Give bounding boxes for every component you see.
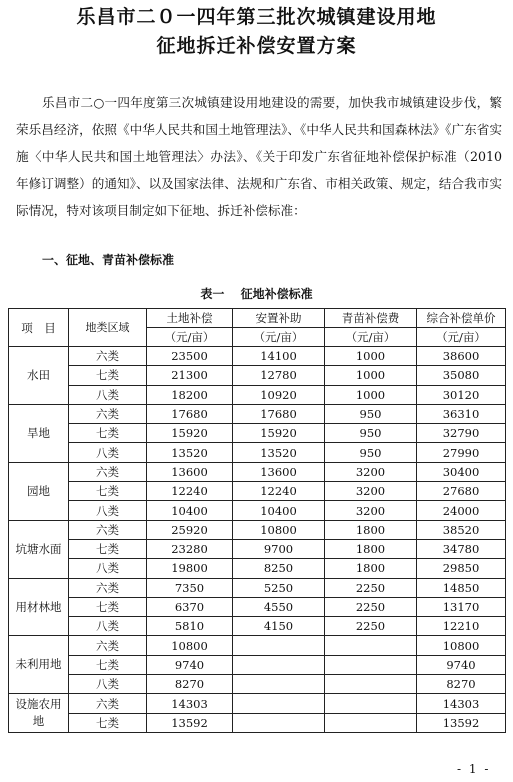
table-row [9, 578, 506, 597]
land-type-cell: 设施农用地 [9, 694, 69, 733]
total-cell: 10800 [417, 636, 506, 655]
section-heading: 一、征地、青苗补偿标准 [42, 253, 175, 267]
document-title-line2: 征地拆迁补偿安置方案 [156, 35, 357, 57]
grade-cell: 六类 [69, 520, 147, 539]
grade-cell: 八类 [69, 501, 147, 520]
placement-cell: 10920 [233, 385, 325, 404]
crop-cell [325, 675, 417, 694]
crop-cell: 1000 [325, 385, 417, 404]
placement-cell [233, 636, 325, 655]
placement-cell: 15920 [233, 424, 325, 443]
total-cell: 30400 [417, 462, 506, 481]
crop-cell [325, 655, 417, 674]
table-row [9, 520, 506, 539]
table-row [9, 559, 506, 578]
placement-cell: 5250 [233, 578, 325, 597]
land-cell: 21300 [147, 366, 233, 385]
total-cell: 8270 [417, 675, 506, 694]
total-cell: 14850 [417, 578, 506, 597]
land-type-cell: 旱地 [9, 404, 69, 462]
crop-cell: 950 [325, 404, 417, 423]
crop-cell: 950 [325, 443, 417, 462]
placement-cell [233, 655, 325, 674]
crop-cell: 3200 [325, 501, 417, 520]
grade-cell: 七类 [69, 713, 147, 733]
table-row [9, 404, 506, 423]
placement-cell: 10400 [233, 501, 325, 520]
land-type-cell: 坑塘水面 [9, 520, 69, 578]
total-cell: 24000 [417, 501, 506, 520]
land-cell: 6370 [147, 597, 233, 616]
table-row [9, 482, 506, 501]
total-cell: 27990 [417, 443, 506, 462]
table-row [9, 424, 506, 443]
table-caption-title: 征地补偿标准 [240, 287, 313, 301]
land-cell: 10800 [147, 636, 233, 655]
land-cell: 13520 [147, 443, 233, 462]
placement-cell: 12240 [233, 482, 325, 501]
grade-cell: 八类 [69, 385, 147, 404]
land-type-cell: 水田 [9, 347, 69, 405]
total-cell: 13592 [417, 713, 506, 733]
grade-cell: 八类 [69, 559, 147, 578]
grade-cell: 七类 [69, 482, 147, 501]
page-number: - 1 - [457, 762, 491, 776]
table-header-row [9, 309, 506, 328]
intro-paragraph: 乐昌市二○一四年度第三次城镇建设用地建设的需要，加快我市城镇建设步伐，繁荣乐昌经济，依照《中华人民共和国土地管理法》、《中华人民共和国森林法》《广东省实施〈中华人民共和国土地管理法〉办法》、《关于印发广东省征地补偿保护标准（2010 年修订调整）的通知》、以及国家法律、法规和广东省、市相关政策、规定，结合我市实际情况，特对该项目制定如下征地、拆迁补偿标准： [16, 95, 502, 218]
crop-cell: 2250 [325, 578, 417, 597]
table-row [9, 597, 506, 616]
crop-cell: 3200 [325, 462, 417, 481]
crop-cell: 1800 [325, 559, 417, 578]
land-cell: 19800 [147, 559, 233, 578]
crop-cell: 1800 [325, 520, 417, 539]
land-cell: 5810 [147, 617, 233, 636]
grade-cell: 六类 [69, 636, 147, 655]
placement-cell: 13520 [233, 443, 325, 462]
placement-cell: 4150 [233, 617, 325, 636]
placement-cell [233, 675, 325, 694]
land-cell: 7350 [147, 578, 233, 597]
land-type-cell: 用材林地 [9, 578, 69, 636]
table-row [9, 347, 506, 366]
placement-cell: 9700 [233, 539, 325, 558]
table-row [9, 655, 506, 674]
table-row [9, 539, 506, 558]
placement-cell: 8250 [233, 559, 325, 578]
total-cell: 32790 [417, 424, 506, 443]
placement-cell [233, 694, 325, 714]
total-cell: 9740 [417, 655, 506, 674]
total-cell: 27680 [417, 482, 506, 501]
table-row [9, 501, 506, 520]
grade-cell: 八类 [69, 675, 147, 694]
placement-cell: 13600 [233, 462, 325, 481]
grade-cell: 六类 [69, 347, 147, 366]
crop-cell: 1800 [325, 539, 417, 558]
land-cell: 23500 [147, 347, 233, 366]
total-cell: 38600 [417, 347, 506, 366]
land-cell: 17680 [147, 404, 233, 423]
grade-cell: 六类 [69, 694, 147, 714]
table-caption-number: 表一 [200, 287, 225, 301]
table-row [9, 617, 506, 636]
unit-land: （元/亩） [147, 328, 233, 347]
header-item: 项 目 [9, 309, 69, 347]
grade-cell: 七类 [69, 597, 147, 616]
header-land: 土地补偿 [147, 309, 233, 328]
table-row [9, 675, 506, 694]
table-row [9, 636, 506, 655]
total-cell: 12210 [417, 617, 506, 636]
total-cell: 36310 [417, 404, 506, 423]
grade-cell: 七类 [69, 424, 147, 443]
land-cell: 13592 [147, 713, 233, 733]
crop-cell [325, 636, 417, 655]
table-row [9, 385, 506, 404]
grade-cell: 七类 [69, 366, 147, 385]
land-cell: 10400 [147, 501, 233, 520]
crop-cell: 3200 [325, 482, 417, 501]
document-title-line1: 乐昌市二０一四年第三批次城镇建设用地 [76, 6, 437, 28]
crop-cell: 1000 [325, 366, 417, 385]
grade-cell: 七类 [69, 655, 147, 674]
header-placement: 安置补助 [233, 309, 325, 328]
unit-placement: （元/亩） [233, 328, 325, 347]
grade-cell: 八类 [69, 443, 147, 462]
total-cell: 34780 [417, 539, 506, 558]
placement-cell: 17680 [233, 404, 325, 423]
grade-cell: 六类 [69, 578, 147, 597]
table-caption [0, 285, 513, 302]
land-cell: 15920 [147, 424, 233, 443]
land-type-cell: 未利用地 [9, 636, 69, 694]
land-cell: 13600 [147, 462, 233, 481]
unit-crop: （元/亩） [325, 328, 417, 347]
grade-cell: 八类 [69, 617, 147, 636]
land-cell: 14303 [147, 694, 233, 714]
crop-cell: 2250 [325, 597, 417, 616]
table-body [9, 347, 506, 733]
total-cell: 35080 [417, 366, 506, 385]
crop-cell: 1000 [325, 347, 417, 366]
placement-cell: 14100 [233, 347, 325, 366]
grade-cell: 七类 [69, 539, 147, 558]
land-cell: 8270 [147, 675, 233, 694]
table-row [9, 366, 506, 385]
placement-cell: 10800 [233, 520, 325, 539]
compensation-table [8, 308, 506, 733]
placement-cell: 12780 [233, 366, 325, 385]
land-cell: 12240 [147, 482, 233, 501]
table-row [9, 443, 506, 462]
grade-cell: 六类 [69, 462, 147, 481]
land-cell: 18200 [147, 385, 233, 404]
crop-cell [325, 713, 417, 733]
total-cell: 30120 [417, 385, 506, 404]
total-cell: 14303 [417, 694, 506, 714]
table-row [9, 462, 506, 481]
land-cell: 9740 [147, 655, 233, 674]
crop-cell: 2250 [325, 617, 417, 636]
total-cell: 13170 [417, 597, 506, 616]
grade-cell: 六类 [69, 404, 147, 423]
crop-cell: 950 [325, 424, 417, 443]
header-total: 综合补偿单价 [417, 309, 506, 328]
header-crop: 青苗补偿费 [325, 309, 417, 328]
placement-cell [233, 713, 325, 733]
total-cell: 29850 [417, 559, 506, 578]
land-cell: 23280 [147, 539, 233, 558]
land-cell: 25920 [147, 520, 233, 539]
table-row [9, 694, 506, 714]
placement-cell: 4550 [233, 597, 325, 616]
table-row [9, 713, 506, 733]
header-grade: 地类区域 [69, 309, 147, 347]
total-cell: 38520 [417, 520, 506, 539]
land-type-cell: 园地 [9, 462, 69, 520]
crop-cell [325, 694, 417, 714]
unit-total: （元/亩） [417, 328, 506, 347]
